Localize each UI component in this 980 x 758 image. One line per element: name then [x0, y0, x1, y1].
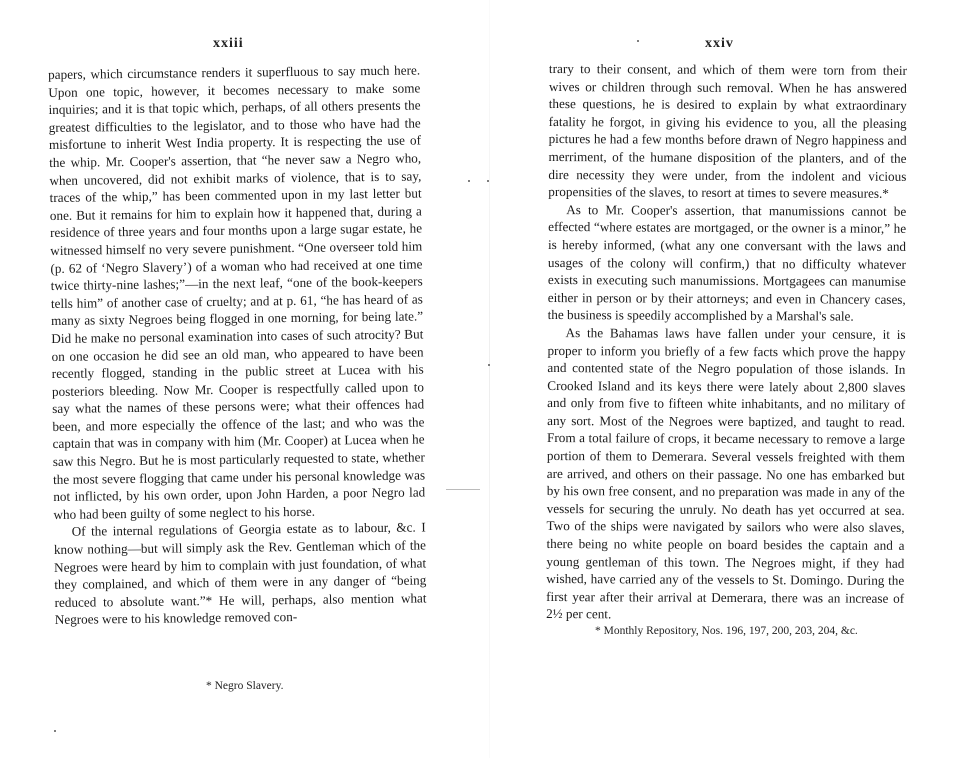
left-page-number: xxiii [213, 36, 244, 51]
right-page [490, 0, 980, 758]
scan-speck [637, 40, 639, 42]
right-page-body [546, 60, 907, 625]
scan-mark [446, 489, 480, 490]
right-paragraph-2: As to Mr. Cooper's assertion, that manumissions cannot be effected “where estates are mortgaged, or the owner is a minor,” he is hereby informed, (what any one conversant with the laws and usages of the colony will confirm,) that no difficulty whatever exists in executing such manumissions. Mortgagees can manumise either in person or by their attorneys; and even in Chancery cases, the business is speedily accomplished by a Marshal's sale. [547, 201, 907, 324]
scan-speck [54, 730, 56, 732]
left-page-body [48, 61, 427, 629]
left-paragraph-2: Of the internal regulations of Georgia estate as to labour, &c. I know nothing—but will simply ask the Rev. Gentleman which of the Negroes were heard by him to complain with just foundation, of what they complained, and which of them were in any danger of “being reduced to absolute want.”* He will, perhaps, also mention what Negroes were to his knowledge removed con- [53, 519, 427, 628]
right-paragraph-1: trary to their consent, and which of them were torn from their wives or children through such removal. When he has answered these questions, he is desired to explain by what extraordinary fatality he forgot, in giving his evidence to you, all the pleasing pictures he had a few months before drawn of Negro happiness and merriment, of the humane disposition of the planters, and of the dire necessity they were under, from the indolent and vicious propensities of the slaves, to resort at times to severe measures.* [548, 60, 907, 201]
scan-speck [468, 180, 470, 182]
right-page-number: xxiv [705, 36, 734, 51]
right-footnote: * Monthly Repository, Nos. 196, 197, 200, 203, 204, &c. [595, 625, 858, 637]
left-paragraph-1: papers, which circumstance renders it superfluous to say much here. Upon one topic, however, it becomes necessary to make some inquiries; and it is that topic which, perhaps, of all others presents the greatest difficulties to the legislator, and to those who have had the misfortune to inherit West India property. It is respecting the use of the whip. Mr. Cooper's assertion, that “he never saw a Negro who, when uncovered, did not exhibit marks of violence, that is to say, traces of the whip,” has been commented upon in my last letter but one. But it remains for him to explain how it happened that, during a residence of three years and four months upon a large sugar estate, he witnessed himself no very severe punishment. “One overseer told him (p. 62 of ‘Negro Slavery’) of a woman who had received at one time twice thirty-nine lashes;”—in the next leaf, “one of the book-keepers tells him” of another case of cruelty; and at p. 61, “he has heard of as many as sixty Negroes being flogged in one morning, for being late.” Did he make no personal examination into cases of such atrocity? But on one occasion he did see an old man, who appeared to have been recently flogged, standing in the public street at Lucea with his posteriors bleeding. Now Mr. Cooper is respectfully called upon to say what the names of these persons were; what their offences had been, and more especially the offence of the last; and who was the captain that was in company with him (Mr. Cooper) at Lucea when he saw this Negro. But he is most particularly requested to state, whether the most severe flogging that came under his personal knowledge was not inflicted, by his own order, upon John Harden, a poor Negro lad who had been guilty of some neglect to his horse. [48, 62, 426, 522]
scan-speck [488, 364, 490, 366]
right-paragraph-3: As the Bahamas laws have fallen under your censure, it is proper to inform you briefly of a few facts which prove the happy and contented state of the Negro population of those islands. In Crooked Island and its keys there were lately about 2,800 slaves and only from five to fifteen white inhabitants, and no military of any sort. Most of the Negroes were baptized, and taught to read. From a total failure of crops, it became necessary to remove a large portion of them to Demerara. Several vessels freighted with them are arrived, and others on their passage. No one has embarked but by his own free consent, and no preparation was made in any of the vessels for securing the unruly. No death has yet occurred at sea. Two of the ships were navigated by sailors who were also slaves, there being no white people on board besides the captain and a young gentleman of this town. The Negroes might, if they had wished, have carried any of the vessels to St. Domingo. During the first year after their arrival at Demerara, there was an increase of 2½ per cent. [546, 324, 906, 622]
scan-speck [487, 180, 489, 182]
left-footnote: * Negro Slavery. [206, 680, 284, 692]
